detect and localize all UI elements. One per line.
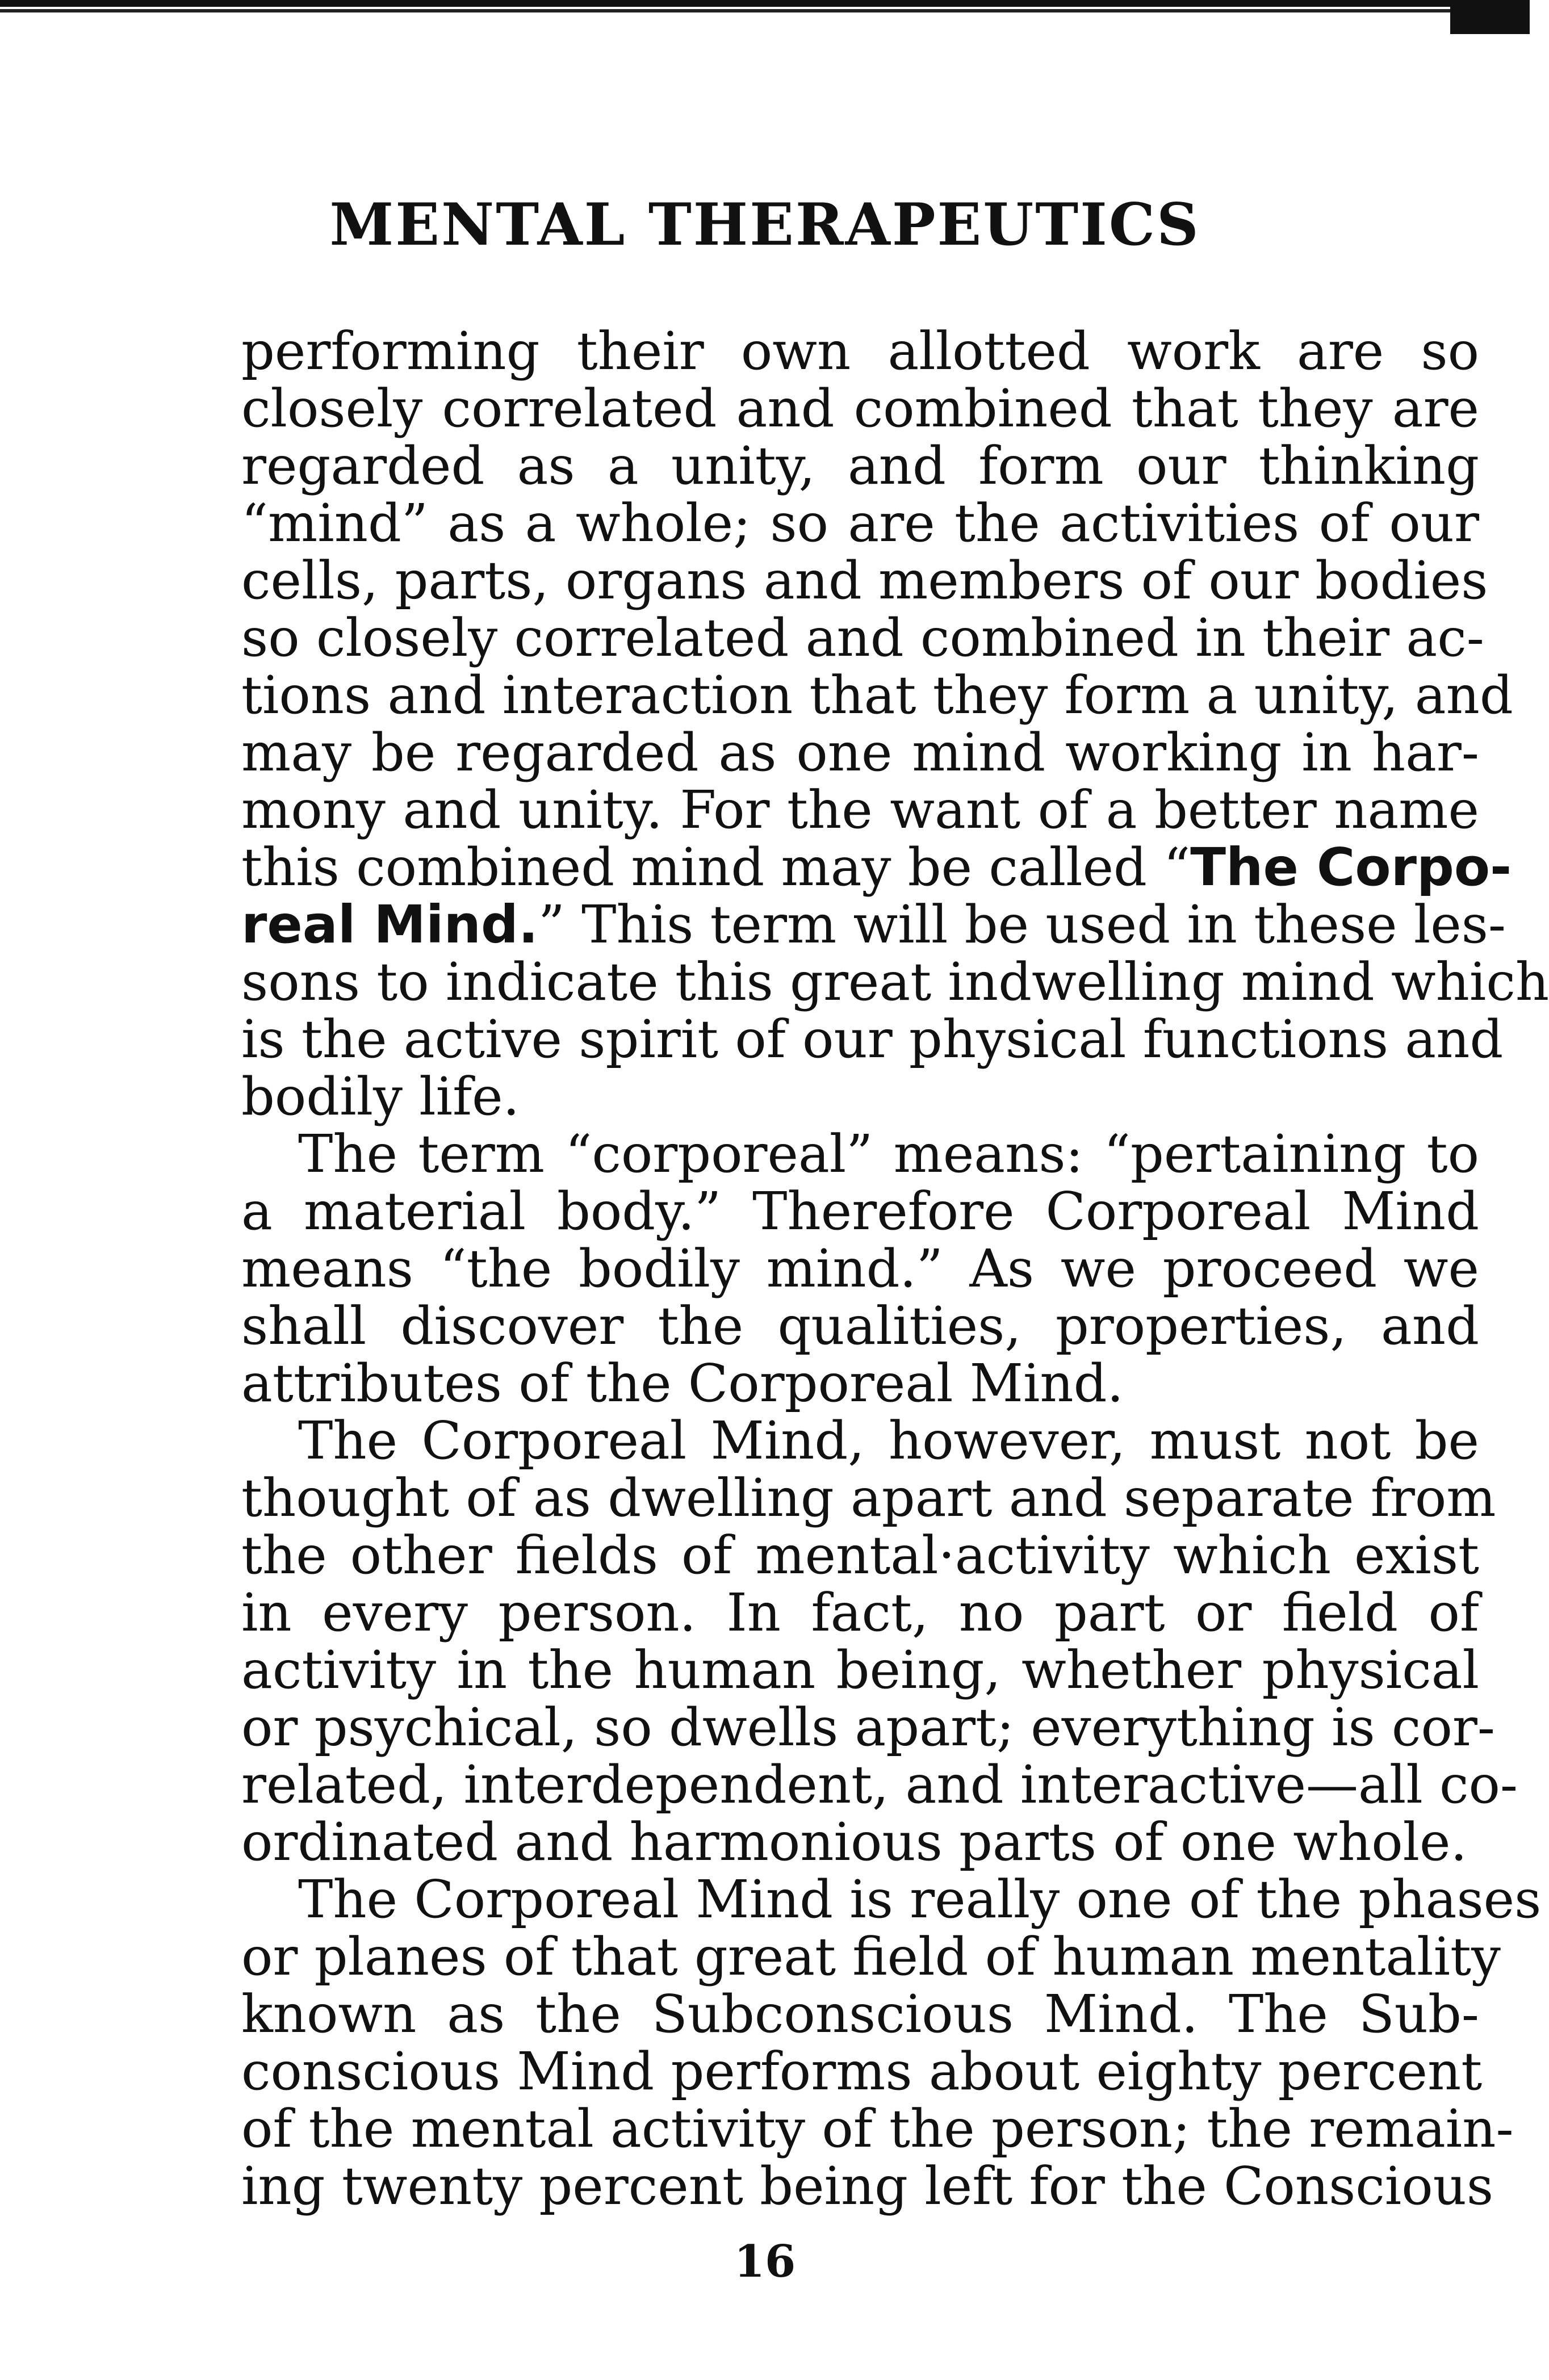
text-line <box>241 1297 1479 1355</box>
text-line <box>241 1985 1479 2043</box>
text-segment: may be regarded as one mind working in har- <box>241 722 1479 783</box>
text-segment: thought of as dwelling apart and separate from <box>241 1468 1496 1528</box>
text-line <box>241 2041 1483 2102</box>
text-line <box>241 1697 1495 1758</box>
text-segment: means “the bodily mind.” As we proceed we <box>241 1238 1479 1299</box>
top-rule <box>0 0 1530 15</box>
text-line <box>241 2156 1494 2216</box>
text-segment: conscious Mind performs about eighty percent <box>241 2041 1483 2102</box>
bold-term: real Mind. <box>241 894 538 955</box>
text-line <box>241 322 1479 380</box>
text-line <box>241 495 1479 552</box>
paragraph <box>241 1125 1479 1412</box>
text-line <box>241 724 1479 781</box>
text-line <box>241 1068 1479 1125</box>
text-segment: ordinated and harmonious parts of one whole. <box>241 1812 1467 1872</box>
text-line <box>241 1813 1479 1871</box>
text-segment: activity in the human being, whether physical <box>241 1640 1479 1700</box>
text-segment: shall discover the qualities, properties, and <box>241 1296 1479 1356</box>
text-line <box>241 607 1484 668</box>
text-segment: in every person. In fact, no part or field of <box>241 1582 1479 1643</box>
text-segment: a material body.” Therefore Corporeal Mind <box>241 1181 1479 1242</box>
text-segment: related, interdependent, and interactive—all co- <box>241 1754 1518 1815</box>
bold-term: The Corpo- <box>1190 837 1512 898</box>
paragraph <box>241 1869 1542 2216</box>
text-segment: known as the Subconscious Mind. The Sub- <box>241 1984 1479 2044</box>
text-segment: attributes of the Corporeal Mind. <box>241 1353 1124 1414</box>
text-line <box>241 837 1512 898</box>
text-segment: this combined mind may be called “ <box>241 837 1191 898</box>
text-line <box>241 1641 1479 1699</box>
text-line <box>241 1355 1479 1412</box>
text-line <box>241 1125 1479 1183</box>
text-segment: of the mental activity of the person; the remain- <box>241 2098 1514 2159</box>
text-line <box>241 781 1479 839</box>
text-segment: The Corporeal Mind is really one of the phases <box>298 1869 1542 1930</box>
text-segment: tions and interaction that they form a unity, and <box>241 665 1513 726</box>
body-text <box>241 321 1549 2216</box>
text-segment: ” This term will be used in these les- <box>538 894 1506 955</box>
text-line <box>241 1527 1479 1584</box>
running-head: MENTAL THERAPEUTICS <box>329 191 1200 259</box>
text-line <box>241 1869 1542 1930</box>
text-segment: is the active spirit of our physical functions and <box>241 1009 1504 1070</box>
text-line <box>241 1240 1479 1297</box>
text-line <box>241 1584 1479 1641</box>
text-segment: closely correlated and combined that they are <box>241 378 1479 439</box>
text-segment: the other fields of mental·activity which exist <box>241 1525 1479 1586</box>
text-segment: sons to indicate this great indwelling mind which <box>241 952 1549 1012</box>
text-line <box>241 952 1549 1012</box>
text-segment: performing their own allotted work are so <box>241 321 1479 382</box>
text-line <box>241 437 1479 495</box>
text-segment: regarded as a unity, and form our thinking <box>241 435 1479 496</box>
paragraph <box>241 1410 1518 1872</box>
text-segment: ing twenty percent being left for the Conscious <box>241 2156 1494 2216</box>
text-line <box>241 1754 1518 1815</box>
text-line <box>241 894 1506 955</box>
text-line <box>241 380 1479 437</box>
text-segment: “mind” as a whole; so are the activities of our <box>241 493 1479 554</box>
text-line <box>241 1926 1501 1987</box>
text-line <box>241 1468 1496 1528</box>
text-segment: so closely correlated and combined in their ac- <box>241 607 1484 668</box>
page-number: 16 <box>734 2236 796 2287</box>
text-segment: bodily life. <box>241 1066 520 1127</box>
text-line <box>241 1412 1479 1469</box>
paragraph <box>241 321 1549 1127</box>
text-line <box>241 1009 1504 1070</box>
text-segment: mony and unity. For the want of a better name <box>241 780 1479 840</box>
text-segment: or planes of that great field of human mentality <box>241 1926 1501 1987</box>
text-line <box>241 1183 1479 1240</box>
text-segment: The Corporeal Mind, however, must not be <box>298 1410 1479 1471</box>
text-line <box>241 665 1513 726</box>
text-line <box>241 550 1488 611</box>
text-segment: cells, parts, organs and members of our bodies <box>241 550 1488 611</box>
text-segment: The term “corporeal” means: “pertaining to <box>298 1124 1479 1184</box>
text-segment: or psychical, so dwells apart; everything is cor- <box>241 1697 1495 1758</box>
text-line <box>241 2098 1514 2159</box>
